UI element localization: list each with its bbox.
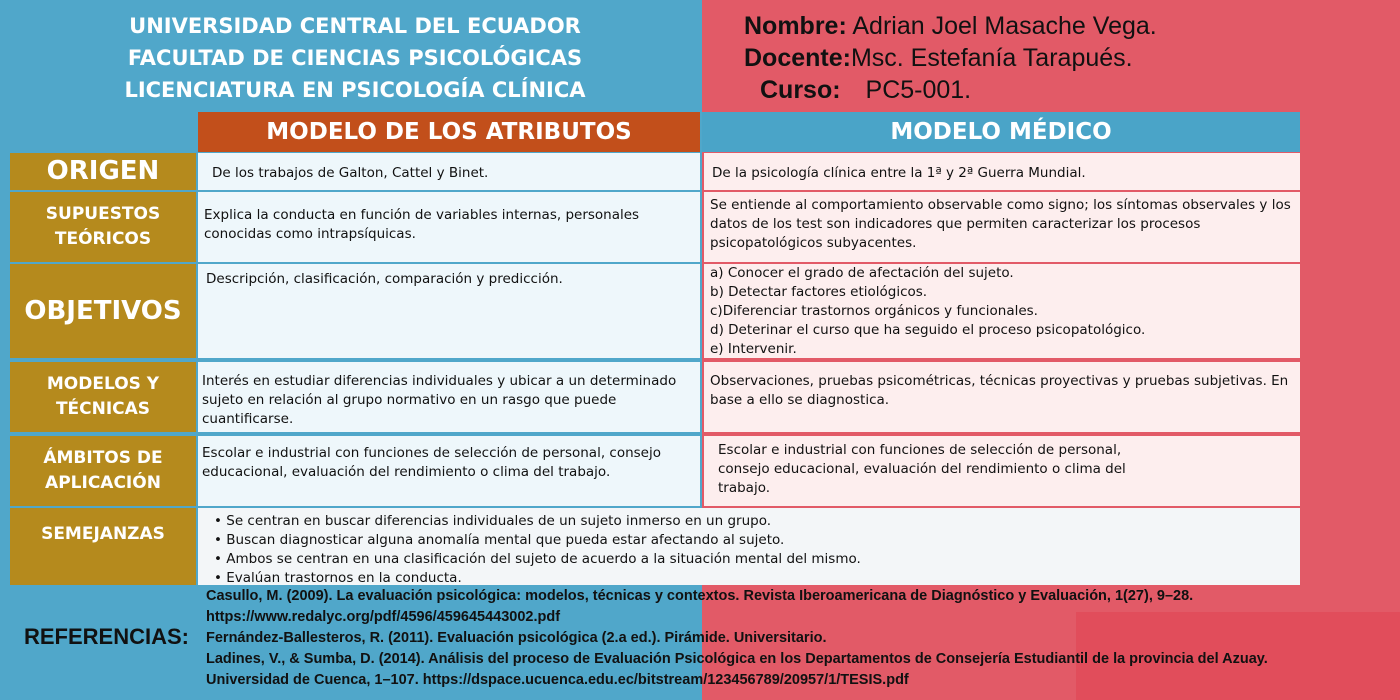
university-name: UNIVERSIDAD CENTRAL DEL ECUADOR <box>129 14 581 38</box>
objetivos-attributes-cell: Descripción, clasificación, comparación y predicción. <box>198 264 700 358</box>
objetivo-item: c)Diferenciar trastornos orgánicos y funcionales. <box>710 303 1038 319</box>
teacher-row <box>744 42 1157 74</box>
objetivo-item: e) Intervenir. <box>710 341 797 357</box>
teacher-value: Msc. Estefanía Tarapués. <box>850 44 1133 72</box>
course-row <box>744 74 1157 106</box>
objetivo-item: a) Conocer el grado de afectación del sujeto. <box>710 265 1014 281</box>
supuestos-attributes-cell: Explica la conducta en función de variables internas, personales conocidas como intrapsíquicas. <box>198 192 700 262</box>
student-info <box>744 10 1157 106</box>
row-label-supuestos: SUPUESTOS TEÓRICOS <box>10 192 196 262</box>
course-label: Curso: <box>760 76 841 104</box>
name-row <box>744 10 1157 42</box>
semejanza-item: • Se centran en buscar diferencias individuales de un sujeto inmerso en un grupo. <box>214 512 1284 531</box>
row-label-origen: ORIGEN <box>10 153 196 190</box>
references-label: REFERENCIAS: <box>24 624 190 649</box>
institution-header <box>100 10 610 106</box>
semejanza-item: • Ambos se centran en una clasificación del sujeto de acuerdo a la situación mental del mismo. <box>214 550 1284 569</box>
row-label-semejanzas: SEMEJANZAS <box>10 508 196 585</box>
semejanzas-list <box>198 508 1300 585</box>
modelos-attributes-cell: Interés en estudiar diferencias individuales y ubicar a un determinado sujeto en relación al grupo normativo en un rasgo que puede cuantificarse. <box>198 362 700 432</box>
reference-line: Universidad de Cuenca, 1–107. https://dspace.ucuenca.edu.ec/bitstream/123456789/20957/1/TESIS.pdf <box>206 672 909 688</box>
objetivos-medical-cell <box>704 264 1300 358</box>
ambitos-medical-cell: Escolar e industrial con funciones de selección de personal, consejo educacional, evaluación del rendimiento o clima del trabajo. <box>704 436 1300 506</box>
origen-attributes-cell: De los trabajos de Galton, Cattel y Binet. <box>198 153 700 190</box>
objetivo-item: b) Detectar factores etiológicos. <box>710 284 928 300</box>
row-label-objetivos: OBJETIVOS <box>10 264 196 358</box>
career-name: LICENCIATURA EN PSICOLOGÍA CLÍNICA <box>124 78 586 102</box>
semejanza-item: • Buscan diagnosticar alguna anomalía mental que pueda estar afectando al sujeto. <box>214 531 1284 550</box>
ambitos-attributes-cell: Escolar e industrial con funciones de selección de personal, consejo educacional, evaluación del rendimiento o clima del trabajo. <box>198 436 700 506</box>
column-header-attributes: MODELO DE LOS ATRIBUTOS <box>198 112 700 152</box>
references-list <box>206 586 1400 691</box>
name-label: Nombre: <box>744 12 847 40</box>
semejanza-item: • Evalúan trastornos en la conducta. <box>214 569 1284 588</box>
reference-link: https://www.redalyc.org/pdf/4596/459645443002.pdf <box>206 609 561 625</box>
objetivo-item: d) Deterinar el curso que ha seguido el proceso psicopatológico. <box>710 322 1146 338</box>
name-value: Adrian Joel Masache Vega. <box>852 12 1157 40</box>
modelos-medical-cell: Observaciones, pruebas psicométricas, técnicas proyectivas y pruebas subjetivas. En base a ello se diagnostica. <box>704 362 1300 432</box>
course-value: PC5-001. <box>865 76 972 104</box>
reference-line: Casullo, M. (2009). La evaluación psicológica: modelos, técnicas y contextos. Revista Iberoamericana de Diagnóstico y Evaluación, 1(27), 9–28. <box>206 588 1194 604</box>
origen-medical-cell: De la psicología clínica entre la 1ª y 2ª Guerra Mundial. <box>704 153 1300 190</box>
faculty-name: FACULTAD DE CIENCIAS PSICOLÓGICAS <box>127 46 583 70</box>
reference-line: Fernández-Ballesteros, R. (2011). Evaluación psicológica (2.a ed.). Pirámide. Universitario. <box>206 630 827 646</box>
row-label-ambitos: ÁMBITOS DE APLICACIÓN <box>10 436 196 506</box>
teacher-label: Docente: <box>744 44 851 72</box>
column-header-medical: MODELO MÉDICO <box>702 112 1300 152</box>
supuestos-medical-cell: Se entiende al comportamiento observable como signo; los síntomas observales y los datos de los test son indicadores que permiten caracterizar los procesos psicopatológicos subyacentes. <box>704 192 1300 262</box>
row-label-modelos: MODELOS Y TÉCNICAS <box>10 362 196 432</box>
reference-line: Ladines, V., & Sumba, D. (2014). Análisis del proceso de Evaluación Psicológica en los Departamentos de Consejería Estudiantil de la provincia del Azuay. <box>206 651 1268 667</box>
